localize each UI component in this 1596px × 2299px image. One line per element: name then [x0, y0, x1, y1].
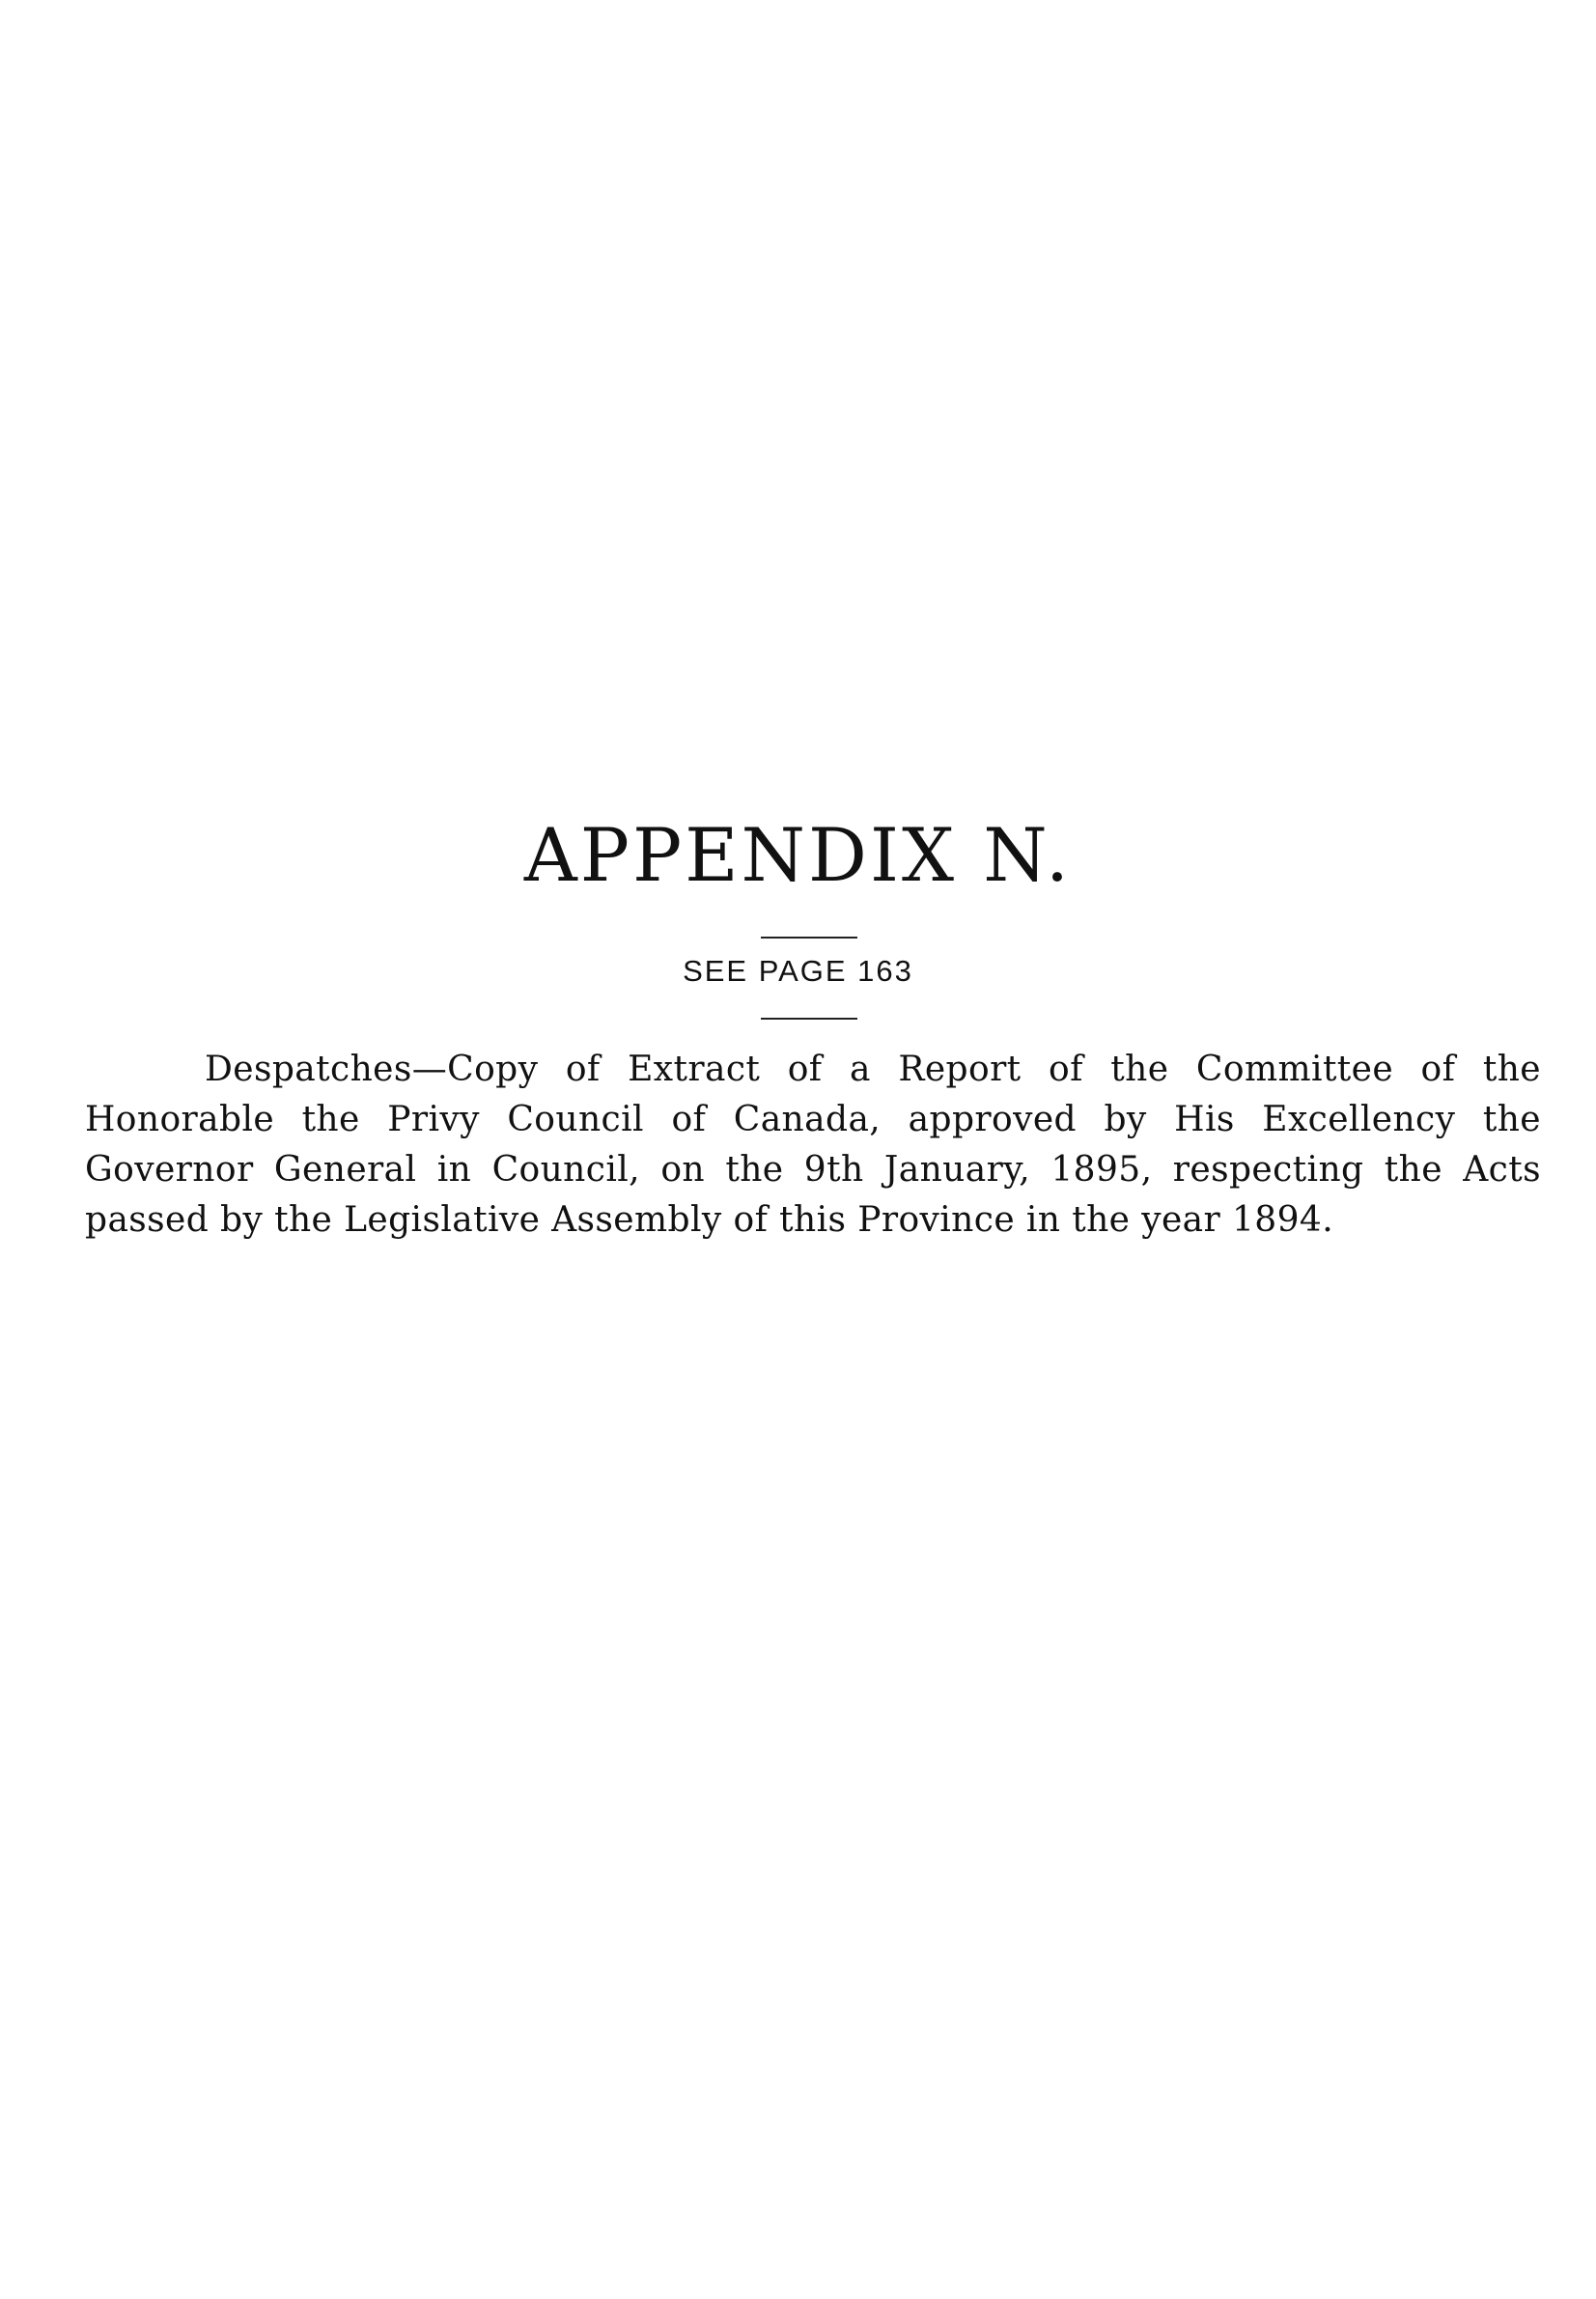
body-line: Despatches—Copy of Extract of a Report of the Committee of the — [205, 1050, 1541, 1089]
see-page-reference: SEE PAGE 163 — [683, 954, 913, 988]
body-line: passed by the Legislative Assembly of this Province in the year 1894. — [85, 1200, 1334, 1240]
body-line: Governor General in Council, on the 9th January, 1895, respecting the Acts — [85, 1150, 1541, 1190]
appendix-title: APPENDIX N. — [523, 812, 1073, 898]
body-paragraph — [85, 1045, 1541, 1246]
body-line: Honorable the Privy Council of Canada, approved by His Excellency the — [85, 1100, 1541, 1139]
divider-bottom — [761, 1018, 857, 1020]
divider-top — [761, 937, 857, 939]
